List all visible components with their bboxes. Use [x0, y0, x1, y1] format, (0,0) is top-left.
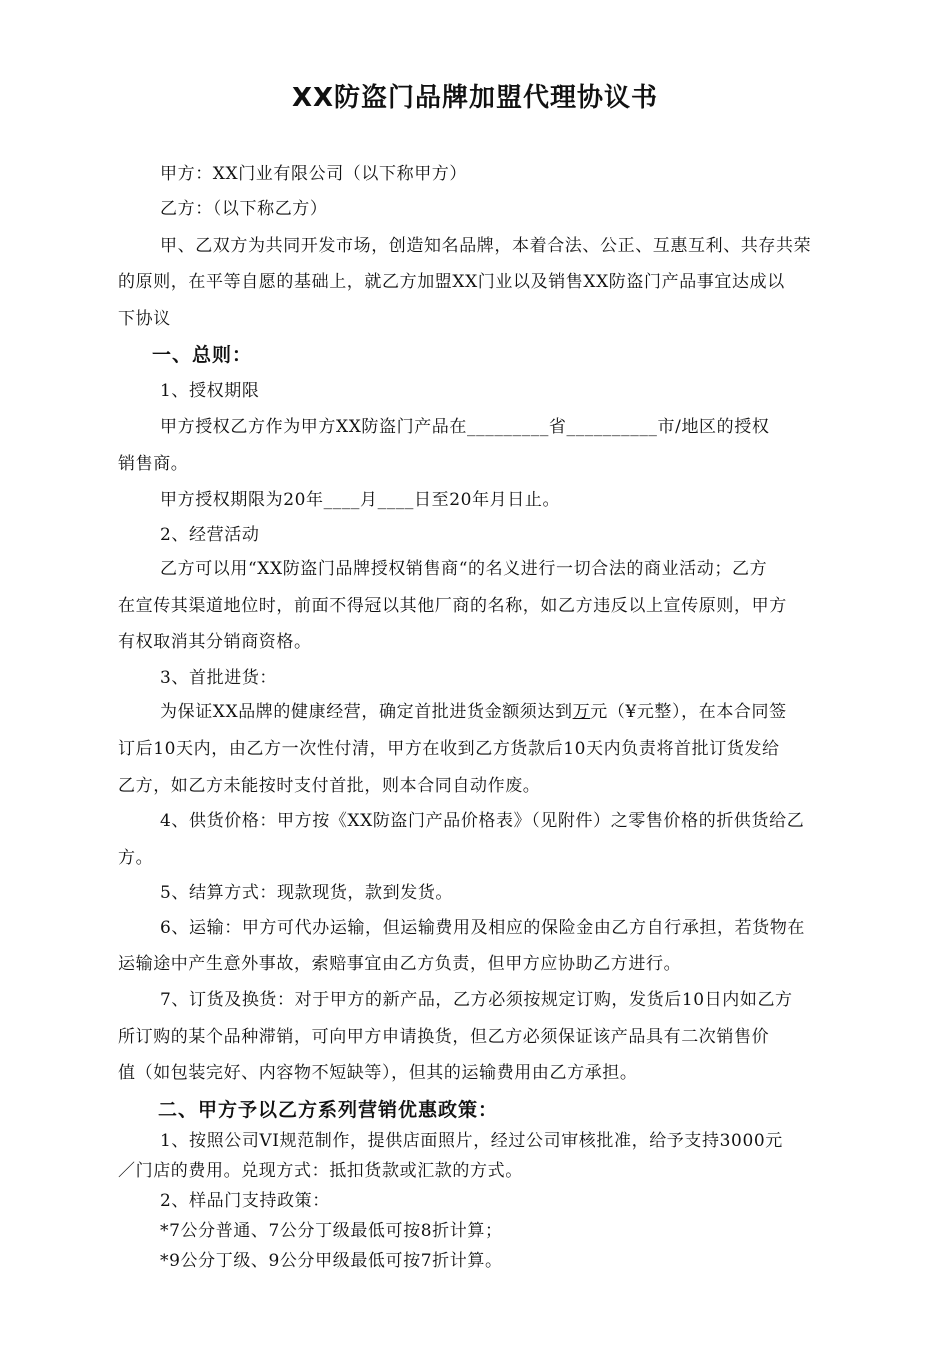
sample-title: 2、样品门支持政策：	[160, 1191, 330, 1211]
section-2-heading: 二、甲方予以乙方系列营销优惠政策：	[158, 1099, 499, 1121]
amount-blank[interactable]: 万	[572, 702, 591, 722]
settlement: 5、结算方式：现款现货，款到发货。	[160, 883, 454, 903]
sample-line-1: *7公分普通、7公分丁级最低可按8折计算；	[160, 1221, 503, 1241]
transport-line-2: 运输途中产生意外事故，索赔事宜由乙方负责，但甲方应协助乙方进行。	[118, 954, 682, 974]
ops-line-1: 乙方可以用“XX防盗门品牌授权销售商“的名义进行一切合法的商业活动；乙方	[160, 559, 768, 579]
auth-term-title: 1、授权期限	[160, 381, 260, 401]
intro-line-1: 甲、乙双方为共同开发市场，创造知名品牌，本着合法、公正、互惠互利、共存共荣	[160, 236, 812, 256]
exchange-line-1: 7、订货及换货：对于甲方的新产品，乙方必须按规定订购，发货后10日内如乙方	[160, 990, 793, 1010]
first-batch-line-1: 为保证XX品牌的健康经营，确定首批进货金额须达到万元（¥元整），在本合同签	[160, 702, 787, 722]
intro-line-2: 的原则，在平等自愿的基础上，就乙方加盟XX门业以及销售XX防盗门产品事宜达成以	[118, 272, 785, 292]
first-batch-line-3: 乙方，如乙方未能按时支付首批，则本合同自动作废。	[118, 776, 541, 796]
intro-line-3: 下协议	[118, 309, 171, 329]
auth-line-2: 销售商。	[118, 454, 189, 474]
document-title: XX防盗门品牌加盟代理协议书	[291, 83, 659, 113]
exchange-line-3: 值（如包装完好、内容物不短缺等），但其的运输费用由乙方承担。	[118, 1063, 638, 1083]
vi-line-2: ／门店的费用。兑现方式：抵扣货款或汇款的方式。	[118, 1161, 523, 1181]
auth-line-1: 甲方授权乙方作为甲方XX防盗门产品在_________省__________市/地区的授权	[160, 417, 770, 437]
first-batch-line-2: 订后10天内，由乙方一次性付清，甲方在收到乙方货款后10天内负责将首批订货发给	[118, 739, 780, 759]
party-a: 甲方：XX门业有限公司（以下称甲方）	[160, 164, 468, 184]
ops-line-3: 有权取消其分销商资格。	[118, 632, 312, 652]
ops-title: 2、经营活动	[160, 525, 260, 545]
price-line-1: 4、供货价格：甲方按《XX防盗门产品价格表》（见附件）之零售价格的折供货给乙	[160, 811, 805, 831]
exchange-line-2: 所订购的某个品种滞销，可向甲方申请换货，但乙方必须保证该产品具有二次销售价	[118, 1027, 770, 1047]
sample-line-2: *9公分丁级、9公分甲级最低可按7折计算。	[160, 1251, 503, 1271]
party-b: 乙方：（以下称乙方）	[160, 199, 328, 219]
transport-line-1: 6、运输：甲方可代办运输，但运输费用及相应的保险金由乙方自行承担，若货物在	[160, 918, 806, 938]
auth-period: 甲方授权期限为20年____月____日至20年月日止。	[160, 490, 561, 510]
vi-line-1: 1、按照公司VI规范制作，提供店面照片，经过公司审核批准，给予支持3000元	[160, 1131, 783, 1151]
section-1-heading: 一、总则：	[152, 344, 253, 366]
price-line-2: 方。	[118, 848, 154, 868]
province-blank[interactable]: _________	[467, 417, 549, 437]
first-batch-title: 3、首批进货：	[160, 668, 278, 688]
city-blank[interactable]: __________	[566, 417, 658, 437]
ops-line-2: 在宣传其渠道地位时，前面不得冠以其他厂商的名称，如乙方违反以上宣传原则，甲方	[118, 596, 787, 616]
